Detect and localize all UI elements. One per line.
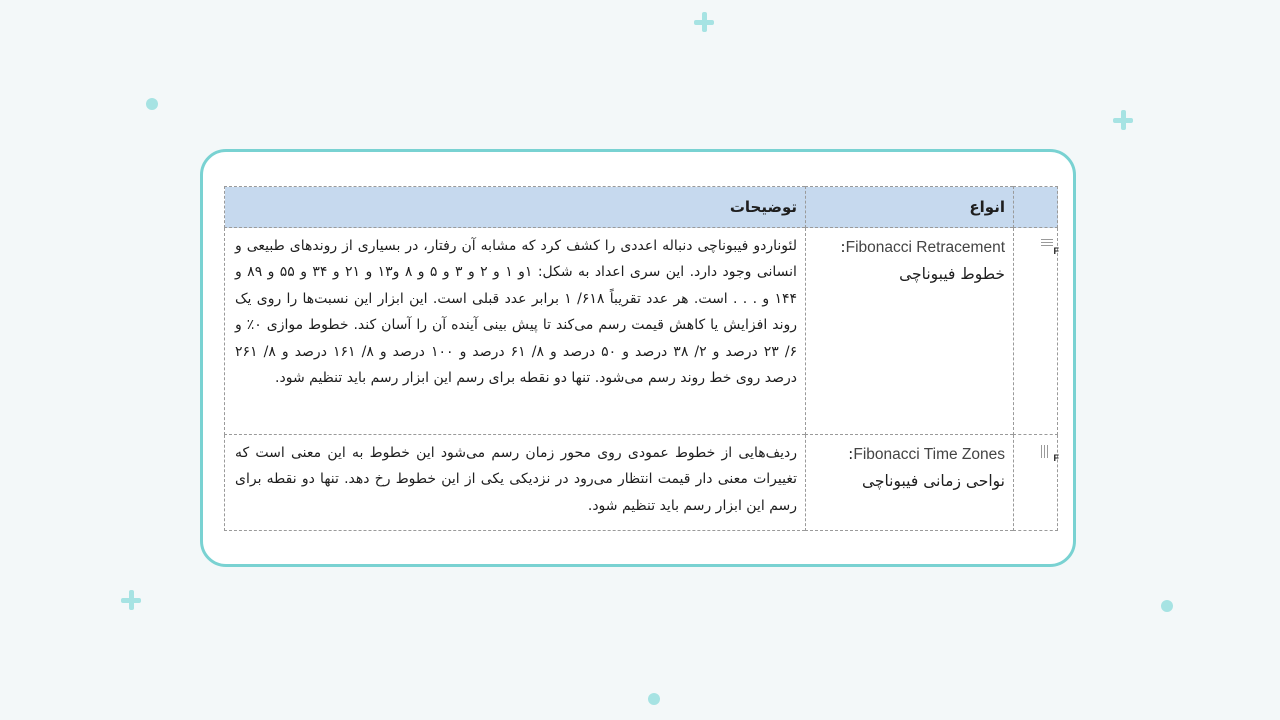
description-cell: لئوناردو فیبوناچی دنباله اعددی را کشف کرد که مشابه آن رفتار، در بسیاری از روندهای طبیعی و انسانی وجود دارد. این سری اعداد به شکل: ۱و ۱ و ۲ و ۳ و ۵ و ۸ و۱۳ و ۲۱ و ۳۴ و ۵۵ و ۸۹ و ۱۴۴ و . . . است. هر عدد تقریباً ۶۱۸/ ۱ برابر عدد قبلی است. این ابزار این نسبت‌ها را روی یک روند افزایش یا کاهش قیمت رسم می‌کند تا پیش بینی آینده آن را آسان کند. خطوط موازی ۰٪ و ۶/ ۲۳ درصد و ۲/ ۳۸ درصد و ۵۰ درصد و ۸/ ۶۱ درصد و ۱۰۰ درصد و ۸/ ۱۶۱ درصد و ۸/ ۲۶۱ درصد روی خط روند رسم می‌شود. تنها دو نقطه برای رسم این ابزار رسم باید تنظیم شود. — [225, 228, 806, 435]
header-type: انواع — [806, 187, 1014, 228]
plus-decoration-icon — [1113, 110, 1133, 130]
dot-decoration-icon — [1161, 600, 1173, 612]
type-cell: Fibonacci Retracement: خطوط فیبوناچی — [806, 228, 1014, 435]
fibonacci-time-zones-icon: F — [1041, 445, 1057, 461]
content-card — [200, 149, 1076, 567]
plus-decoration-icon — [121, 590, 141, 610]
dot-decoration-icon — [146, 98, 158, 110]
type-cell: Fibonacci Time Zones: نواحی زمانی فیبوناچی — [806, 435, 1014, 531]
description-cell: ردیف‌هایی از خطوط عمودی روی محور زمان رسم می‌شود این خطوط به این معنی است که تغییرات معنی دار قیمت انتظار می‌رود در نزدیکی یکی از این خطوط رخ دهد. تنها دو نقطه برای رسم این ابزار رسم باید تنظیم شود. — [225, 435, 806, 531]
dot-decoration-icon — [648, 693, 660, 705]
type-english: Fibonacci Time Zones — [853, 446, 1005, 463]
fibonacci-tools-table — [224, 186, 1058, 531]
table-row — [225, 228, 1058, 435]
type-persian: خطوط فیبوناچی — [899, 265, 1005, 283]
table-row — [225, 435, 1058, 531]
plus-decoration-icon — [694, 12, 714, 32]
type-english: Fibonacci Retracement — [845, 239, 1005, 256]
table-header-row — [225, 187, 1058, 228]
header-icon-cell — [1014, 187, 1058, 228]
type-persian: نواحی زمانی فیبوناچی — [861, 472, 1005, 490]
icon-cell — [1014, 228, 1058, 435]
fibonacci-retracement-icon: F — [1041, 238, 1057, 254]
icon-cell — [1014, 435, 1058, 531]
header-description: توضیحات — [225, 187, 806, 228]
